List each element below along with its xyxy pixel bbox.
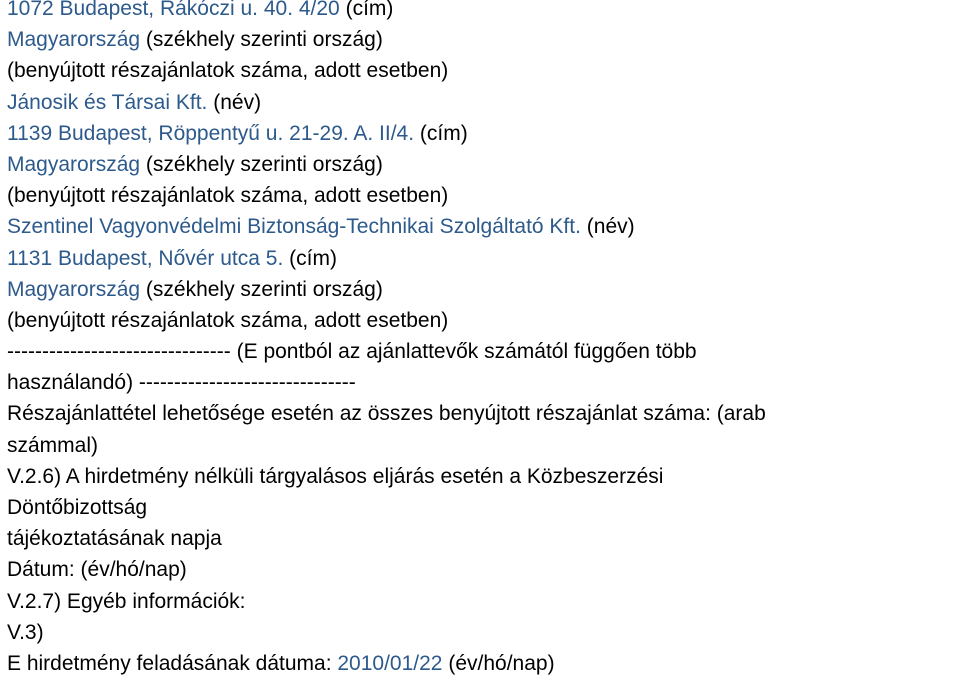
name-label: (név) (586, 215, 635, 239)
notice-document (7, 0, 960, 679)
country-label: (székhely szerinti ország) (145, 277, 383, 301)
country-value: Magyarország (7, 28, 141, 52)
entry-address-line (7, 118, 960, 149)
partial-bids-line-2: számmal) (7, 433, 99, 457)
entry-address-line (7, 0, 960, 24)
bids-label: (benyújtott részajánlatok száma, adott esetben) (7, 59, 449, 83)
separator-line-2: használandó) ------------------------------- (7, 371, 356, 395)
entry-bids-line (7, 180, 960, 211)
address-label: (cím) (419, 121, 468, 145)
address-label: (cím) (345, 0, 394, 20)
entry-country-line (7, 24, 960, 55)
section-v26-heading: V.2.6) A hirdetmény nélküli tárgyalásos eljárás esetén a Közbeszerzési (7, 464, 664, 488)
country-value: Magyarország (7, 277, 141, 301)
country-label: (székhely szerinti ország) (145, 152, 383, 176)
name-label: (név) (213, 90, 262, 114)
address-value: 1072 Budapest, Rákóczi u. 40. 4/20 (7, 0, 340, 20)
section-v27-heading: V.2.7) Egyéb információk: (7, 589, 246, 613)
name-value: Szentinel Vagyonvédelmi Biztonság-Technikai Szolgáltató Kft. (7, 215, 581, 239)
name-value: Jánosik és Társai Kft. (7, 90, 208, 114)
section-v26-line-2: Döntőbizottság (7, 496, 148, 519)
partial-bids-line-1: Részajánlattétel lehetősége esetén az összes benyújtott részajánlat száma: (arab (7, 402, 766, 426)
bids-label: (benyújtott részajánlatok száma, adott esetben) (7, 184, 449, 208)
entry-name-line (7, 87, 960, 118)
section-v26-date-label: Dátum: (év/hó/nap) (7, 558, 187, 582)
address-value: 1131 Budapest, Nővér utca 5. (7, 246, 284, 270)
country-label: (székhely szerinti ország) (145, 28, 383, 52)
entry-country-line (7, 274, 960, 305)
entry-country-line (7, 149, 960, 180)
section-v3-heading: V.3) (7, 620, 44, 644)
address-label: (cím) (289, 246, 337, 270)
dispatch-date-format: (év/hó/nap) (448, 651, 555, 675)
entry-name-line (7, 211, 960, 242)
bids-label: (benyújtott részajánlatok száma, adott esetben) (7, 308, 449, 332)
dispatch-date-line (7, 648, 960, 679)
entry-address-line (7, 243, 960, 274)
separator-line-1: -------------------------------- (E pontból az ajánlattevők számától függően több (7, 340, 697, 364)
dispatch-date-label: E hirdetmény feladásának dátuma: (7, 651, 332, 675)
section-v26-line-3: tájékoztatásának napja (7, 527, 222, 551)
country-value: Magyarország (7, 152, 141, 176)
dispatch-date-value: 2010/01/22 (337, 651, 443, 675)
entry-bids-line (7, 305, 960, 336)
entry-bids-line (7, 55, 960, 86)
address-value: 1139 Budapest, Röppentyű u. 21-29. A. II/4. (7, 121, 415, 145)
